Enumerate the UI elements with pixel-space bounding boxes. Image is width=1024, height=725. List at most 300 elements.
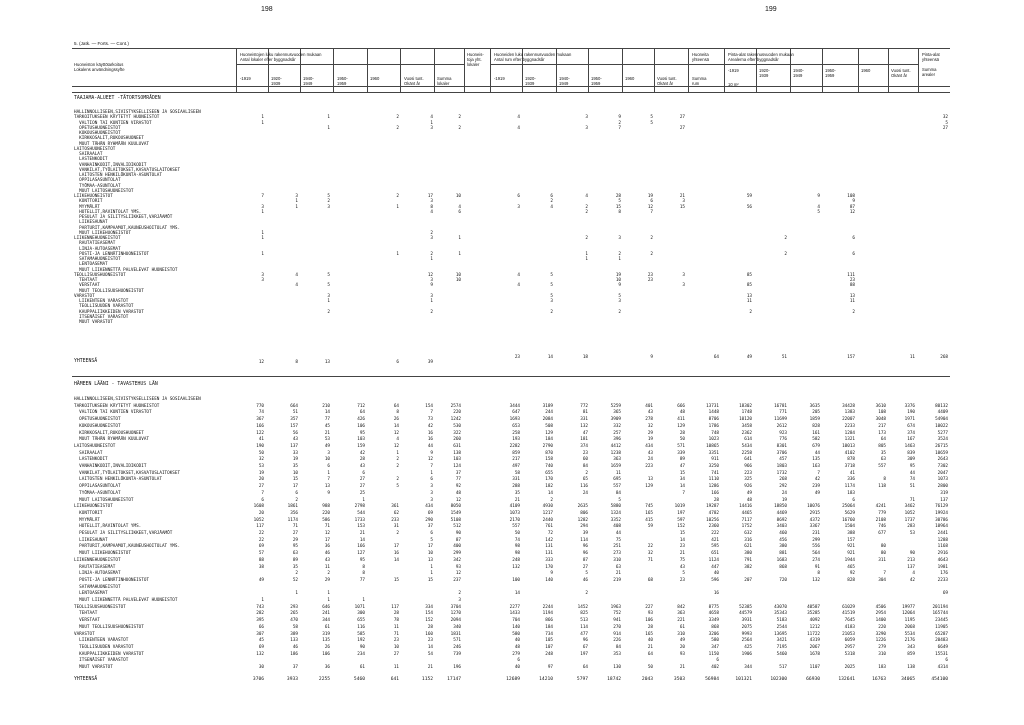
section2-cell: 84 [615,644,621,650]
section2-cell: 30 [258,665,264,670]
section2-row-label-2: VALTION TAI KUNTIEN VIRASTOT [74,410,152,416]
section2-title: HÄMEEN LÄÄNI - TAVASTEHUS LÄN [74,382,158,387]
section2-cell: 16 [427,430,433,436]
column-rule-15 [724,48,725,92]
section1-cell: 1 [458,236,461,241]
section2-cell: 2 [396,477,399,483]
section2-cell: 15 [679,531,685,536]
section2-cell: 477 [580,631,588,637]
section2-cell: 78 [393,618,399,624]
section2-cell: 39 [582,531,588,536]
section2-cell: 1023 [708,437,719,443]
right-year-1: 1920- 1939 [525,76,536,86]
section2-cell: 13731 [706,403,719,409]
section2-cell: 316 [744,537,752,543]
section2-cell: 1217 [542,510,553,516]
section2-cell: 9 [430,450,433,456]
section2-cell: 21 [514,497,520,503]
section2-cell: 48 [455,490,461,496]
section2-cell: 2957 [844,644,855,650]
section2-cell: 71 [909,497,915,503]
section2-total-cell: 5460 [353,677,365,682]
section2-cell: 752 [613,611,621,617]
section2-cell: 17 [292,484,298,490]
section1-cell: 3 [682,199,685,205]
section2-cell: 23 [679,544,685,550]
section1-cell: 3 [327,293,330,299]
section2-cell: 21 [324,430,330,436]
section2-cell: 10 [324,457,330,463]
section1-cell: 28 [615,194,621,199]
section1-cell: 1 [261,236,264,241]
section1-cell: 12 [647,204,653,210]
section1-cell: 4 [458,204,461,210]
section2-cell: 353 [613,651,621,657]
section2-cell: 165 [645,631,653,637]
section2-cell: 21 [359,531,365,536]
section2-cell: 19924 [935,510,948,516]
section2-cell: 84 [615,490,621,496]
section2-cell: 1212 [809,624,820,630]
section2-cell: 5318 [844,651,855,657]
section2-row-label-32: TEHTAAT [74,611,98,617]
section2-cell: 3 [430,484,433,490]
section2-row-label-7: LAITOSHUONEISTOT [74,443,116,449]
section2-cell: 1678 [809,651,820,657]
section2-cell: 363 [677,611,685,617]
section2-row-label-34: MUUT TEOLLISUUSHUONEISTOT [74,624,144,630]
section2-cell: 61 [324,624,330,630]
section2-cell: 248 [545,651,553,657]
section2-cell: 3931 [741,618,752,624]
section2-cell: 61 [679,624,685,630]
column-rule-12 [622,48,623,92]
section2-cell: 54 [427,651,433,657]
section2-cell: 926 [744,484,752,490]
section2-cell: 1 [327,591,330,597]
section1-cell: 13 [746,293,752,299]
section2-cell: 13 [324,484,330,490]
section2-cell: 60 [582,457,588,463]
section2-cell: 2544 [776,624,787,630]
section2-cell: 41 [849,470,855,476]
section2-cell: 3250 [708,464,719,469]
column-rule-11 [588,48,589,92]
section2-cell: 1073 [509,510,520,516]
section2-cell: 310 [613,557,621,563]
section1-row-label-14: TYÖMAA-ASUNTOLAT [74,183,121,189]
section2-cell: 300 [357,611,365,617]
section2-cell: 307 [256,631,264,637]
section2-cell: 6 [852,497,855,503]
section2-cell: 3421 [776,638,787,644]
section1-cell: 3 [585,125,588,131]
section2-cell: 182 [545,484,553,490]
section2-cell: 2643 [937,457,948,463]
section1-cell: 1 [458,251,461,257]
section2-cell: 114 [580,537,588,543]
section2-row-label-1: TARKOITUKSEEN KÄYTETYT HUONEISTOT [74,403,160,409]
section2-cell: 22 [647,544,653,550]
section2-cell: 6 [716,658,719,664]
section2-cell: 63 [880,457,886,463]
section1-cell: 2 [396,115,399,121]
section2-cell: 28 [713,497,719,503]
section2-cell: 9 [550,571,553,577]
section1-row-label-15: MUUT LAITOSHUONEISTOT [74,188,134,194]
section2-cell: 117 [391,604,399,610]
section1-row-label-20: PESULAT JA SILITYSLIIKKEET,VARJÄAMÖT [74,215,173,220]
section2-cell: 42 [427,423,433,429]
section2-cell: 2108 [875,517,886,523]
section2-cell: 434 [645,443,653,449]
section2-cell: 59 [647,524,653,530]
section2-cell: 6 [261,497,264,503]
section2-total-cell: 17147 [447,677,461,682]
section2-cell: 95 [359,557,365,563]
section2-cell: 14416 [739,504,752,510]
section1-cell: 2 [585,209,588,215]
section2-cell: 923 [779,430,787,436]
area-total-1: yhteensä [922,57,939,62]
section1-cell: 5 [327,194,330,199]
section2-cell: 292 [779,484,787,490]
section2-cell: 6 [430,531,433,536]
section2-cell: 27 [292,531,298,536]
section2-cell: 127 [357,551,365,557]
section2-cell: 344 [322,618,330,624]
section2-cell: 580 [711,638,719,644]
section2-total-cell: 1152 [421,677,433,682]
section2-cell: 74 [514,537,520,543]
section2-cell: 365 [613,410,621,416]
section2-cell: 1270 [450,611,461,617]
section2-cell: 1242 [450,417,461,423]
section2-cell: 2954 [875,611,886,617]
section2-cell: 46 [292,644,298,650]
section2-cell: 3290 [875,631,886,637]
section2-cell: 6059 [844,638,855,644]
section2-cell: 14 [393,557,399,563]
section2-cell: 557 [878,464,886,469]
area-year-3: 1950- 1959 [825,68,836,78]
section1-cell: 27 [679,125,685,131]
section2-cell: 5434 [741,443,752,449]
section2-row-label-3: OPETUSHUONEISTOT [74,417,121,423]
section2-cell: 641 [744,457,752,463]
section2-cell: 239 [812,484,820,490]
section2-cell: 2 [396,457,399,463]
section2-cell: 11699 [774,417,787,423]
section2-cell: 49 [324,443,330,449]
section2-cell: 1288 [937,537,948,543]
section2-cell: 46 [324,551,330,557]
right-group-fi: Huoneiden luku rakennusvuoden mukaan [494,52,572,57]
section2-cell: 222 [711,531,719,536]
section2-cell: 14 [427,644,433,650]
section2-row-label-22: PARTURIT,KAMPAAMOT,KAUNEUSHOITOLAT YMS. [74,544,181,550]
section2-cell: 205 [812,410,820,416]
section1-cell: 3 [550,299,553,304]
section2-cell: 132 [512,564,520,570]
section2-cell: 226 [613,638,621,644]
section2-cell: 74 [258,410,264,416]
section2-cell: 734 [545,631,553,637]
section2-row-label-14: TYÖMAA-ASUNTOLAT [74,490,121,496]
area-total-4: arealer [922,72,936,77]
header-rule-top [72,48,950,49]
section2-cell: 43 [647,410,653,416]
section1-cell: 19 [647,194,653,199]
section2-cell: 132 [580,423,588,429]
section2-cell: 137 [290,443,298,449]
section2-cell: 135 [812,457,820,463]
section1-total-right: 9 [650,355,653,360]
section2-cell: 76129 [935,504,948,510]
section2-cell: 12 [393,443,399,449]
section2-cell: 15 [679,470,685,476]
section2-cell: 80132 [935,403,948,409]
section1-cell: 6 [458,209,461,215]
section2-cell: 265 [290,611,298,617]
section2-cell: 3909 [610,417,621,423]
section2-total-cell: 102300 [770,677,787,682]
section2-cell: 1693 [509,417,520,423]
section1-row-label-1: TARKOITUKSEEN KÄYTETYT HUONEISTOT [74,115,160,121]
section2-cell: 914 [613,631,621,637]
section2-cell: 24 [781,490,787,496]
section2-cell: 223 [645,464,653,469]
section2-cell: 14 [679,537,685,543]
section2-cell: 1944 [844,557,855,563]
section2-cell: 197 [580,651,588,657]
section2-cell: 53 [324,437,330,443]
section2-cell: 2441 [937,531,948,536]
section2-cell: 1 [396,450,399,456]
right-year-2: 1940- 1949 [559,76,570,86]
section1-cell: 1 [585,257,588,262]
section2-cell: 89 [679,457,685,463]
section2-cell: 41 [258,437,264,443]
right-group-sv: Antal rum efter byggnadsår [494,57,545,62]
section1-cell: 88 [849,283,855,289]
section2-row-label-10: VANHAINKODIT,INVALIDIKODIT [74,464,147,469]
section2-cell: 456 [779,537,787,543]
section2-row-label-17: KONTTORIT [74,510,103,516]
section1-cell: 1 [327,299,330,304]
section2-cell: 176 [940,571,948,577]
section2-cell: 632 [744,531,752,536]
section2-cell: 186 [290,651,298,657]
section2-cell: 497 [512,464,520,469]
section2-cell: 779 [878,510,886,516]
section1-row-label-40: MUUT VARASTOT [74,320,113,325]
section2-cell: 15 [393,577,399,583]
section2-cell: 3704 [450,604,461,610]
section2-row-label-26: LINJA-AUTOASEMAT [74,571,121,577]
section2-cell: 38 [258,564,264,570]
section1-cell: 15 [679,204,685,210]
section2-cell: 184 [545,437,553,443]
section1-cell: 3 [517,204,520,210]
section2-cell: 674 [907,423,915,429]
section2-cell: 268 [779,477,787,483]
section1-row-label-0: HALLINNOLLISEEN,SIVISTYKSELLISEEN JA SOSIAALISEEN [74,110,201,115]
section2-cell: 41519 [842,611,855,617]
section2-cell: 3352 [610,517,621,523]
section2-cell: 27 [359,477,365,483]
section1-cell: 3 [261,278,264,283]
section2-cell: 3189 [542,403,553,409]
section2-cell: 1803 [776,464,787,469]
section2-cell: 64 [393,403,399,409]
section1-cell: 2 [430,251,433,257]
section2-cell: 63 [615,564,621,570]
section2-cell: 107 [545,644,553,650]
section2-cell: 293 [290,604,298,610]
column-rule-21 [918,48,919,92]
section2-cell: 49 [814,490,820,496]
section2-row-label-25: RAUTATIEASEMAT [74,564,116,570]
section2-cell: 32 [647,551,653,557]
section1-cell: 1 [295,199,298,205]
section1-row-label-18: MYYMÄLÄT [74,204,100,210]
left-year-2: 1940- 1949 [303,76,314,86]
section2-cell: 279 [512,651,520,657]
section2-cell: 2075 [741,624,752,630]
section2-cell: 647 [512,410,520,416]
section2-cell: 5 [682,571,685,577]
section2-cell: 193 [512,437,520,443]
section2-cell: 19 [292,457,298,463]
section1-total-left: 39 [427,360,433,365]
section2-cell: 4782 [708,510,719,516]
section1-cell: 4 [430,209,433,215]
section1-cell: 1 [261,120,264,126]
section1-cell: 1 [430,120,433,126]
section2-cell: 3444 [509,403,520,409]
section2-cell: 564 [812,551,820,557]
section2-cell: 17 [324,537,330,543]
section2-cell: 100 [512,577,520,583]
section2-cell: 21 [427,665,433,670]
section2-row-label-28: SATAMAHUONEISTOT [74,584,121,590]
section2-cell: 1 [327,470,330,476]
section2-cell: 2362 [741,430,752,436]
section2-cell: 166 [711,490,719,496]
section2-cell: 283 [907,524,915,530]
section2-cell: 135 [322,638,330,644]
section2-cell: 73 [427,417,433,423]
section2-cell: 158 [545,457,553,463]
section1-cell: 3 [682,283,685,289]
section1-row-label-7: LAITOSHUONEISTOT [74,146,116,152]
section2-total-cell: 2255 [318,677,330,682]
section1-row-label-34: MUUT TEOLLISUUSHUONEISTOT [74,288,144,294]
section2-cell: 1463 [904,443,915,449]
section2-cell: 7195 [776,644,787,650]
section2-cell: 45 [324,423,330,429]
section2-cell: 828 [847,577,855,583]
section1-row-label-35: VARASTOT [74,293,95,299]
section2-cell: 333 [545,557,553,563]
section2-cell: 2 [396,464,399,469]
section2-cell: 311 [878,557,886,563]
section2-cell: 43 [292,437,298,443]
section2-cell: 103 [453,457,461,463]
right-group-rule [490,64,724,65]
section2-cell: 6 [327,464,330,469]
section2-cell: 183 [878,665,886,670]
section2-cell: 64 [880,437,886,443]
section2-cell: 167 [907,437,915,443]
section1-cell: 12 [849,209,855,215]
section2-cell: 103 [357,437,365,443]
section2-cell: 6 [517,658,520,664]
section1-cell: 12 [427,272,433,278]
section2-cell: 2094 [450,618,461,624]
section2-cell: 137 [907,564,915,570]
section2-cell: 988 [322,504,330,510]
section1-row-label-21: LIIKESAUNAT [74,220,108,226]
section1-total-right: 18 [582,355,588,360]
section2-cell: 580 [512,631,520,637]
section2-cell: 54904 [935,417,948,423]
column-rule-5 [400,48,401,92]
section1-row-label-9: LASTENKODIT [74,157,108,163]
section2-cell: 741 [711,470,719,476]
section2-cell: 159 [357,443,365,449]
section2-cell: 1549 [450,510,461,516]
section2-cell: 142 [545,537,553,543]
section2-cell: 20 [258,510,264,516]
section2-cell: 93 [679,651,685,657]
section2-cell: 24 [582,490,588,496]
section1-cell: 9 [618,115,621,121]
section2-cell: 14 [324,410,330,416]
section2-cell: 1284 [844,430,855,436]
section2-cell: 1 [430,571,433,577]
section2-cell: 49 [746,490,752,496]
left-group-sv: Antal lokaler efter byggnadsår [240,57,296,62]
section2-cell: 5108 [450,517,461,523]
section2-cell: 157 [290,423,298,429]
section1-cell: 6 [650,199,653,205]
section1-cell: 5 [945,120,948,126]
section2-cell: 361 [391,504,399,510]
stub-header-sv: Lokalens användningssyfte [74,67,125,72]
section2-cell: 310 [677,631,685,637]
section2-cell: 56 [292,430,298,436]
section2-cell: 309 [907,457,915,463]
section1-cell: 15 [615,204,621,210]
section2-cell: 434 [425,504,433,510]
right-year-5: Vuosi tunt. Okänt år [657,76,677,86]
section2-cell: 98 [514,544,520,550]
section2-cell: 8 [817,571,820,577]
section2-cell: 45 [258,638,264,644]
section1-row-label-39: ITSENÄISET VARASTOT [74,314,129,320]
section2-cell: 37 [292,665,298,670]
section2-cell: 859 [512,450,520,456]
section2-cell: 29 [292,537,298,543]
section1-cell: 1 [396,204,399,210]
section2-cell: 201194 [932,604,948,610]
section2-cell: 152 [677,524,685,530]
section2-row-label-31: TEOLLISUUSHUONEISTOT [74,604,126,610]
section1-row-label-17: KONTTORIT [74,199,103,205]
section2-cell: 137 [940,497,948,503]
